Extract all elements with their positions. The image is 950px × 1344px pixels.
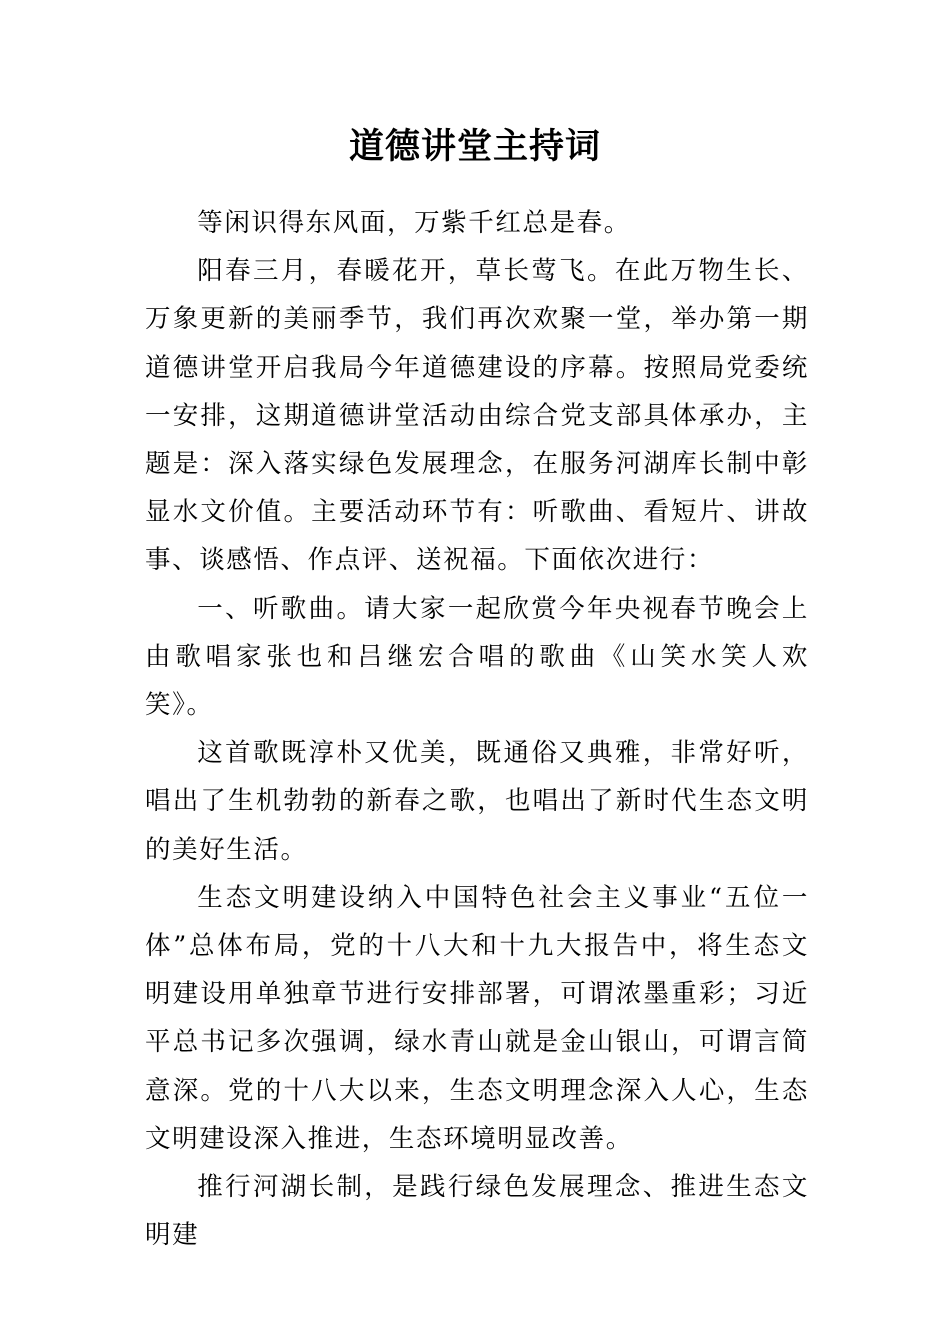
paragraph-river-lake-chief: 推行河湖长制，是践行绿色发展理念、推进生态文明建 [145, 1172, 809, 1251]
paragraph-song-comment: 这首歌既淳朴又优美，既通俗又典雅，非常好听，唱出了生机勃勃的新春之歌，也唱出了新时代生态文明的美好生活。 [145, 738, 809, 865]
document-body [145, 199, 809, 1259]
paragraph-poem-quote: 等闲识得东风面，万紫千红总是春。 [197, 208, 631, 238]
paragraph-opening: 阳春三月，春暖花开，草长莺飞。在此万物生长、万象更新的美丽季节，我们再次欢聚一堂，举办第一期道德讲堂开启我局今年道德建设的序幕。按照局党委统一安排，这期道德讲堂活动由综合党支部具体承办，主题是：深入落实绿色发展理念，在服务河湖库长制中彰显水文价值。主要活动环节有：听歌曲、看短片、讲故事、谈感悟、作点评、送祝福。下面依次进行： [145, 256, 809, 576]
paragraph-ecological-civilization: 生态文明建设纳入中国特色社会主义事业“五位一体”总体布局，党的十八大和十九大报告中，将生态文明建设用单独章节进行安排部署，可谓浓墨重彩；习近平总书记多次强调，绿水青山就是金山银山，可谓言简意深。党的十八大以来，生态文明理念深入人心，生态文明建设深入推进，生态环境明显改善。 [145, 882, 809, 1154]
document-title: 道德讲堂主持词 [348, 126, 601, 167]
paragraph-listen-song: 一、听歌曲。请大家一起欣赏今年央视春节晚会上由歌唱家张也和吕继宏合唱的歌曲《山笑水笑人欢笑》。 [145, 593, 809, 721]
